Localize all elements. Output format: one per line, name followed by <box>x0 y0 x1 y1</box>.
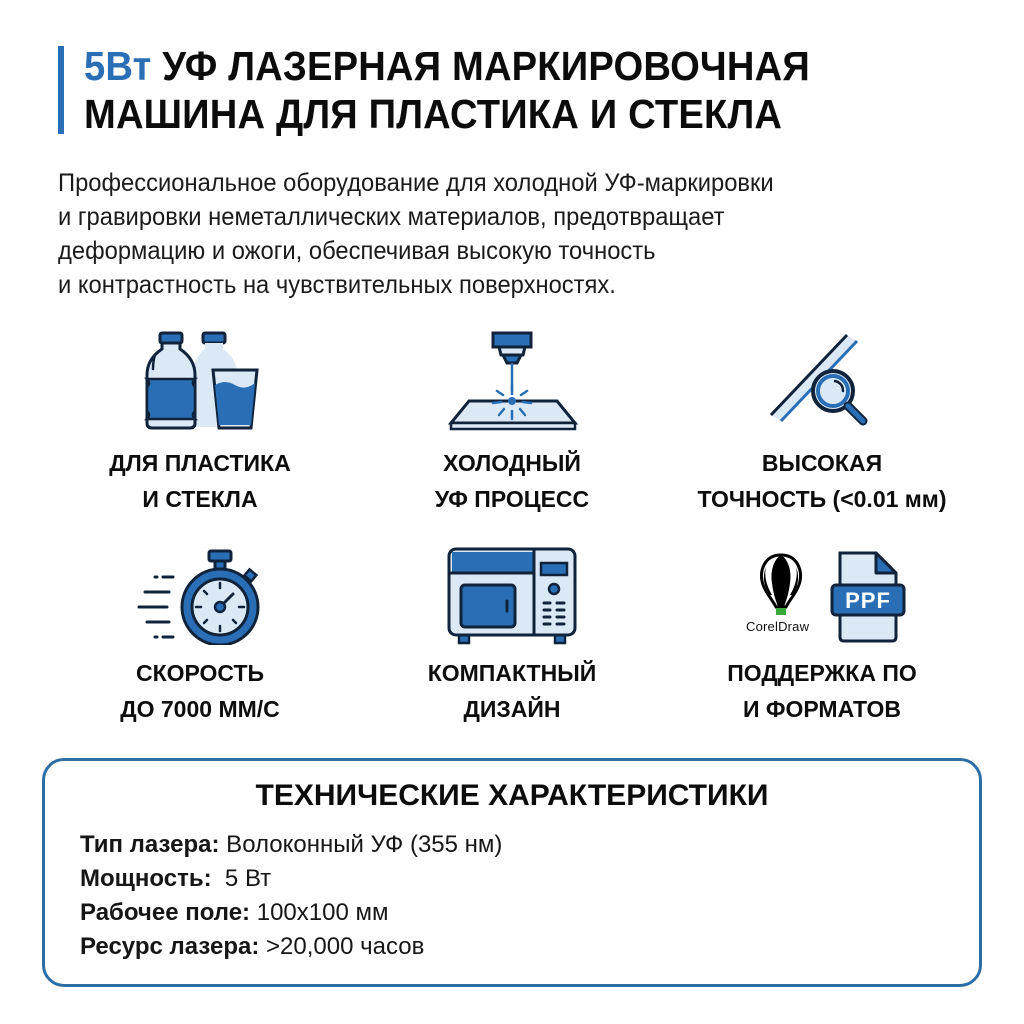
description-line: деформацию и ожоги, обеспечивая высокую точность <box>58 237 656 265</box>
spec-key: Мощность: <box>80 865 212 892</box>
feature-label <box>672 445 972 517</box>
feature-label <box>362 655 662 727</box>
compact-machine-icon <box>437 545 587 645</box>
feature-cold-uv <box>362 325 662 512</box>
feature-label-line: СКОРОСТЬ <box>135 660 265 686</box>
feature-label <box>362 445 662 517</box>
laser-head-icon <box>437 325 587 435</box>
magnifier-edge-icon <box>747 325 897 435</box>
feature-label-line: ПОДДЕРЖКА ПО <box>727 660 917 686</box>
description-line: и гравировки неметаллических материалов, предотвращает <box>58 203 725 231</box>
spec-value: Волоконный УФ (355 нм) <box>219 831 503 858</box>
feature-label-line: ВЫСОКАЯ <box>761 450 883 476</box>
feature-label-line: ДЛЯ ПЛАСТИКА <box>109 450 291 476</box>
stopwatch-icon <box>125 545 275 645</box>
feature-label-line: ДИЗАЙН <box>463 696 561 722</box>
feature-label-line: И СТЕКЛА <box>142 486 258 512</box>
spec-row-laser-lifetime <box>80 931 424 963</box>
spec-row-laser-type <box>80 829 502 861</box>
description-line: Профессиональное оборудование для холодной УФ-маркировки <box>58 169 774 197</box>
feature-label-line: ДО 7000 ММ/С <box>120 696 280 722</box>
specs-title: ТЕХНИЧЕСКИЕ ХАРАКТЕРИСТИКИ <box>255 779 769 812</box>
feature-label-line: И ФОРМАТОВ <box>742 696 902 722</box>
technical-specs-panel <box>42 758 982 987</box>
bottles-glass-icon <box>125 325 275 435</box>
spec-row-work-area <box>80 897 388 929</box>
feature-label-line: УФ ПРОЦЕСС <box>434 486 590 512</box>
feature-label <box>50 655 350 727</box>
feature-compact-design <box>362 545 662 722</box>
coreldraw-logo-text: CorelDraw <box>746 619 810 634</box>
product-description <box>58 166 988 302</box>
feature-plastic-glass <box>50 325 350 512</box>
file-format-badge: PPF <box>845 588 891 613</box>
description-line: и контрастность на чувствительных поверхностях. <box>58 271 616 299</box>
feature-label-line: КОМПАКТНЫЙ <box>427 660 597 686</box>
spec-key: Ресурс лазера: <box>80 933 260 960</box>
spec-value: 100x100 мм <box>250 899 389 926</box>
page-title <box>84 42 810 138</box>
title-line-2: МАШИНА ДЛЯ ПЛАСТИКА И СТЕКЛА <box>84 91 783 137</box>
title-power-accent: 5Вт <box>84 43 152 89</box>
title-line-1: УФ ЛАЗЕРНАЯ МАРКИРОВОЧНАЯ <box>151 43 810 89</box>
feature-label <box>50 445 350 517</box>
feature-software-formats <box>678 545 978 722</box>
spec-key: Тип лазера: <box>80 831 220 858</box>
software-formats-icon <box>678 545 978 645</box>
feature-label-line: ТОЧНОСТЬ (<0.01 мм) <box>697 486 947 512</box>
spec-row-power <box>80 863 271 895</box>
title-accent-bar <box>58 46 64 134</box>
spec-key: Рабочее поле: <box>80 899 251 926</box>
coreldraw-logo-icon <box>758 553 804 617</box>
feature-high-precision <box>672 325 972 512</box>
feature-speed <box>50 545 350 722</box>
spec-value: >20,000 часов <box>259 933 425 960</box>
feature-label-line: ХОЛОДНЫЙ <box>443 450 581 476</box>
feature-label <box>672 655 972 727</box>
spec-value: 5 Вт <box>211 865 272 892</box>
